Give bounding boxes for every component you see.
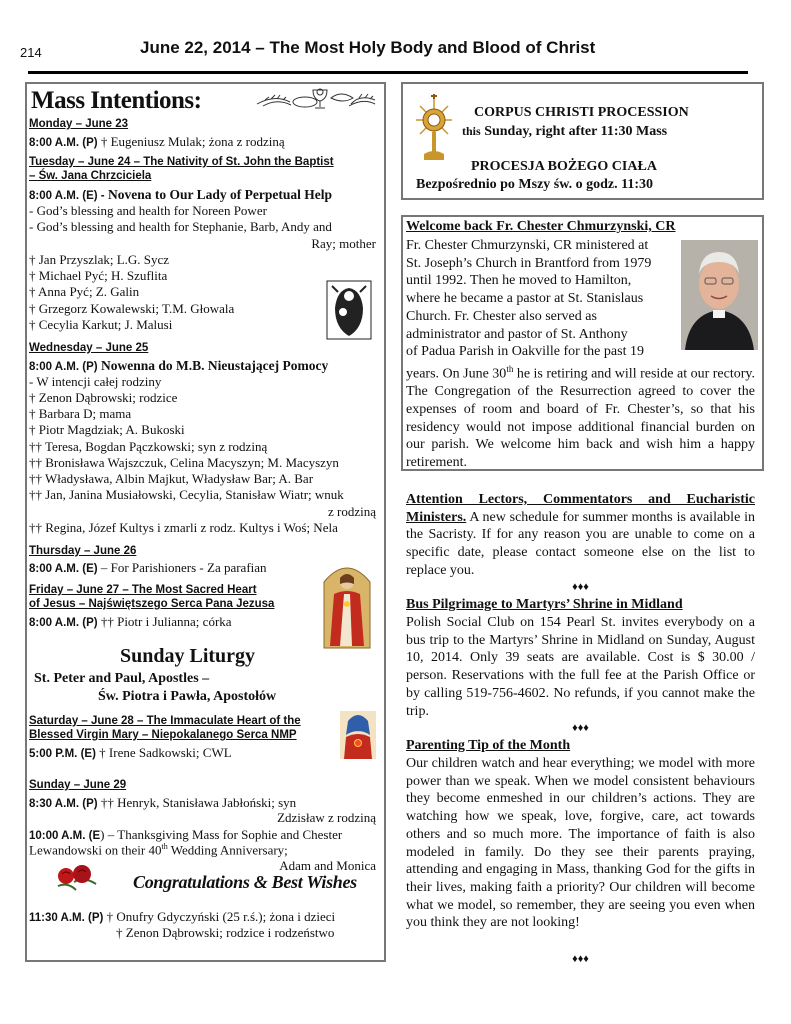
intention-text: †† Henryk, Stanisława Jabłoński; syn <box>97 795 297 810</box>
welcome-line: St. Joseph’s Church in Brantford from 1979 <box>406 255 652 271</box>
ordinal-suffix: th <box>161 842 168 851</box>
section-divider: ♦♦♦ <box>572 581 589 593</box>
wednesday-line-6: †† Teresa, Bogdan Pączkowski; syn z rodziną <box>29 439 268 454</box>
perpetual-help-icon <box>326 280 372 340</box>
attention-section <box>406 491 755 580</box>
page-number: 214 <box>20 45 42 60</box>
tuesday-line-6: † Anna Pyć; Z. Galin <box>29 284 140 299</box>
ordinal-suffix: th <box>506 364 514 374</box>
welcome-line: Church. Fr. Chester also served as <box>406 308 597 324</box>
mass-time: 5:00 P.M. (E) <box>29 748 96 760</box>
congratulations-banner: Congratulations & Best Wishes <box>133 872 357 892</box>
intention-text: Novena to Our Lady of Perpetual Help <box>104 187 332 202</box>
tuesday-line-2: - God’s blessing and health for Noreen Power <box>29 203 267 218</box>
wednesday-line-7: †† Bronisława Wajszczuk, Celina Macyszyn; M. Macyszyn <box>29 455 339 470</box>
saturday-line-1 <box>29 744 232 762</box>
tuesday-line-5: † Michael Pyć; H. Szuflita <box>29 268 168 283</box>
mass-time: 8:30 A.M. (P) <box>29 798 98 810</box>
tuesday-line-3: - God’s blessing and health for Stephanie, Barb, Andy and <box>29 219 332 234</box>
wednesday-line-9b: z rodziną <box>327 504 376 519</box>
page-title: June 22, 2014 – The Most Holy Body and Blood of Christ <box>140 38 596 57</box>
pilgrimage-heading: Bus Pilgrimage to Martyrs’ Shrine in Midland <box>406 597 683 612</box>
welcome-line: until 1992. Then he moved to Hamilton, <box>406 273 632 289</box>
sunday-line-3b: Adam and Monica <box>279 858 376 873</box>
wednesday-line-2: - W intencji całej rodziny <box>29 374 162 389</box>
thursday-heading: Thursday – June 26 <box>29 545 137 557</box>
intention-text: †† Piotr i Julianna; córka <box>97 614 232 629</box>
mass-time: 8:00 A.M. (P) <box>29 361 98 373</box>
parenting-text: Our children watch and hear everything; we model with more power than we speak. When we model consistent behaviours they become enmeshed in our children’s actions. They are watching how we speak, love, forgive, care, act towards others and so much more. The importance of faith is also modeled in family. Do they see their parents praying, attending and engaging in Mass, thanking God for the gifts in their lives, making faith a priority? Our children will become what we model, so remember, they are seeing you even when you think they are not looking! <box>406 756 755 931</box>
welcome-line: Fr. Chester Chmurzynski, CR ministered at <box>406 238 649 253</box>
attention-heading: Attention Lectors, Commentators and Eucharistic Ministers. <box>406 492 755 525</box>
procession-en-title: CORPUS CHRISTI PROCESSION <box>474 105 689 120</box>
tuesday-line-1 <box>29 186 332 204</box>
tuesday-line-4: † Jan Przyszlak; L.G. Sycz <box>29 252 170 267</box>
sunday-line-5: † Zenon Dąbrowski; rodzice i rodzeństwo <box>116 925 335 940</box>
intention-text: † Onufry Gdyczyński (25 r.ś.); żona i dzieci <box>103 909 336 924</box>
tuesday-line-8: † Cecylia Karkut; J. Malusi <box>29 317 173 332</box>
procession-pl-title: PROCESJA BOŻEGO CIAŁA <box>471 159 657 174</box>
wednesday-line-4: † Barbara D; mama <box>29 406 132 421</box>
thursday-line-1 <box>29 559 267 577</box>
monstrance-icon <box>414 94 454 166</box>
immaculate-heart-of-mary-image <box>340 711 376 759</box>
welcome-line: administrator and pastor of St. Anthony <box>406 326 628 342</box>
welcome-text: years. On June 30 <box>406 366 507 382</box>
friday-heading-2: of Jesus – Najświętszego Serca Pana Jezusa <box>29 598 275 610</box>
sunday-line-4 <box>29 908 335 926</box>
header-rule <box>28 71 748 74</box>
monday-line-1 <box>29 133 285 151</box>
procession-en-line <box>462 124 667 140</box>
saturday-heading-2: Blessed Virgin Mary – Niepokalanego Serca NMP <box>29 729 297 741</box>
mass-intentions-title: Mass Intentions: <box>31 87 202 114</box>
welcome-text: he is retiring and will reside at our rectory. The Congregation of the Resurrection agreed to cover the expenses of room and board of Fr. Chester’s, so that his residency would not impose additional financial burden on our parish. We welcome him back and wish him a happy retirement. <box>406 366 756 471</box>
wednesday-line-3: † Zenon Dąbrowski; rodzice <box>29 390 178 405</box>
welcome-line: of Padua Parish in Oakville for the past 19 <box>406 344 644 360</box>
tuesday-line-7: † Grzegorz Kowalewski; T.M. Głowala <box>29 301 235 316</box>
wednesday-line-10: †† Regina, Józef Kultys i zmarli z rodz. Kultys i Woś; Nela <box>29 520 338 535</box>
section-divider: ♦♦♦ <box>572 722 589 734</box>
intention-text: † Irene Sadkowski; CWL <box>95 745 232 760</box>
mass-time: 8:00 A.M. (E) <box>29 563 98 575</box>
tuesday-heading-2: – Św. Jana Chrzciciela <box>29 170 152 182</box>
welcome-paragraph-1 <box>406 237 678 361</box>
intention-text: ) – Thanksgiving Mass for Sophie and Chester <box>100 827 343 842</box>
wednesday-line-5: † Piotr Magdziak; A. Bukoski <box>29 422 185 437</box>
procession-en-line-small: this <box>462 124 481 138</box>
intention-text: Wedding Anniversary; <box>167 842 288 858</box>
mass-time: 8:00 A.M. (E) - <box>29 190 105 202</box>
welcome-line: where he became a pastor at St. Stanislaus <box>406 291 644 307</box>
tuesday-heading-1: Tuesday – June 24 – The Nativity of St. John the Baptist <box>29 156 334 168</box>
mass-time: 11:30 A.M. (P) <box>29 912 104 924</box>
wednesday-line-1 <box>29 357 328 375</box>
sunday-line-1b: Zdzisław z rodziną <box>277 810 376 825</box>
wednesday-line-9: †† Jan, Janina Musiałowski, Cecylia, Stanisław Wiatr; wnuk <box>29 487 344 502</box>
saturday-heading-1: Saturday – June 28 – The Immaculate Heart of the <box>29 715 301 727</box>
roses-icon <box>52 862 100 894</box>
parenting-heading: Parenting Tip of the Month <box>406 738 571 753</box>
mass-time: 8:00 A.M. (P) <box>29 137 98 149</box>
friday-line-1 <box>29 613 232 631</box>
intention-text: † Eugeniusz Mulak; żona z rodziną <box>97 134 285 149</box>
sunday-line-3 <box>29 842 288 858</box>
welcome-paragraph-2 <box>406 361 755 472</box>
procession-en-line-text: Sunday, right after 11:30 Mass <box>480 124 668 139</box>
intention-text: Lewandowski on their 40 <box>29 842 162 858</box>
priest-photo <box>681 240 758 350</box>
intention-text: – For Parishioners - Za parafian <box>97 560 267 575</box>
section-divider: ♦♦♦ <box>572 953 589 965</box>
sunday-liturgy-subtitle-1: St. Peter and Paul, Apostles – <box>34 671 210 686</box>
eucharist-illustration <box>255 86 377 112</box>
sunday-liturgy-subtitle-2: Św. Piotra i Pawła, Apostołów <box>98 689 277 704</box>
pilgrimage-text: Polish Social Club on 154 Pearl St. invites everybody on a bus trip to the Martyrs’ Shrine in Midland on Sunday, August 10, 2014. Only 39 seats are available. Cost is $ 30.00 / person. Reservations with the full fee at the Parish Office or by calling 519-756-4602. No refunds, if you cannot make the trip. <box>406 615 755 719</box>
procession-pl-line: Bezpośrednio po Mszy św. o godz. 11:30 <box>416 177 653 192</box>
mass-time: 8:00 A.M. (P) <box>29 617 98 629</box>
attention-text: A new schedule for summer months is available in the Sacristy. If for any reason you are unable to come on a specific date, please contact someone else on the list to replace you. <box>406 509 755 578</box>
welcome-heading: Welcome back Fr. Chester Chmurzynski, CR <box>406 219 676 234</box>
sunday-liturgy-title: Sunday Liturgy <box>120 645 256 667</box>
sacred-heart-of-jesus-image <box>322 560 372 650</box>
intention-text: Nowenna do M.B. Nieustającej Pomocy <box>97 358 329 373</box>
friday-heading-1: Friday – June 27 – The Most Sacred Heart <box>29 584 257 596</box>
wednesday-line-8: †† Władysława, Albin Majkut, Władysław Bar; A. Bar <box>29 471 314 486</box>
monday-heading: Monday – June 23 <box>29 118 129 130</box>
wednesday-heading: Wednesday – June 25 <box>29 342 149 354</box>
mass-time: 10:00 A.M. (E <box>29 830 101 842</box>
tuesday-line-3b: Ray; mother <box>311 236 376 251</box>
sunday-heading: Sunday – June 29 <box>29 779 127 791</box>
